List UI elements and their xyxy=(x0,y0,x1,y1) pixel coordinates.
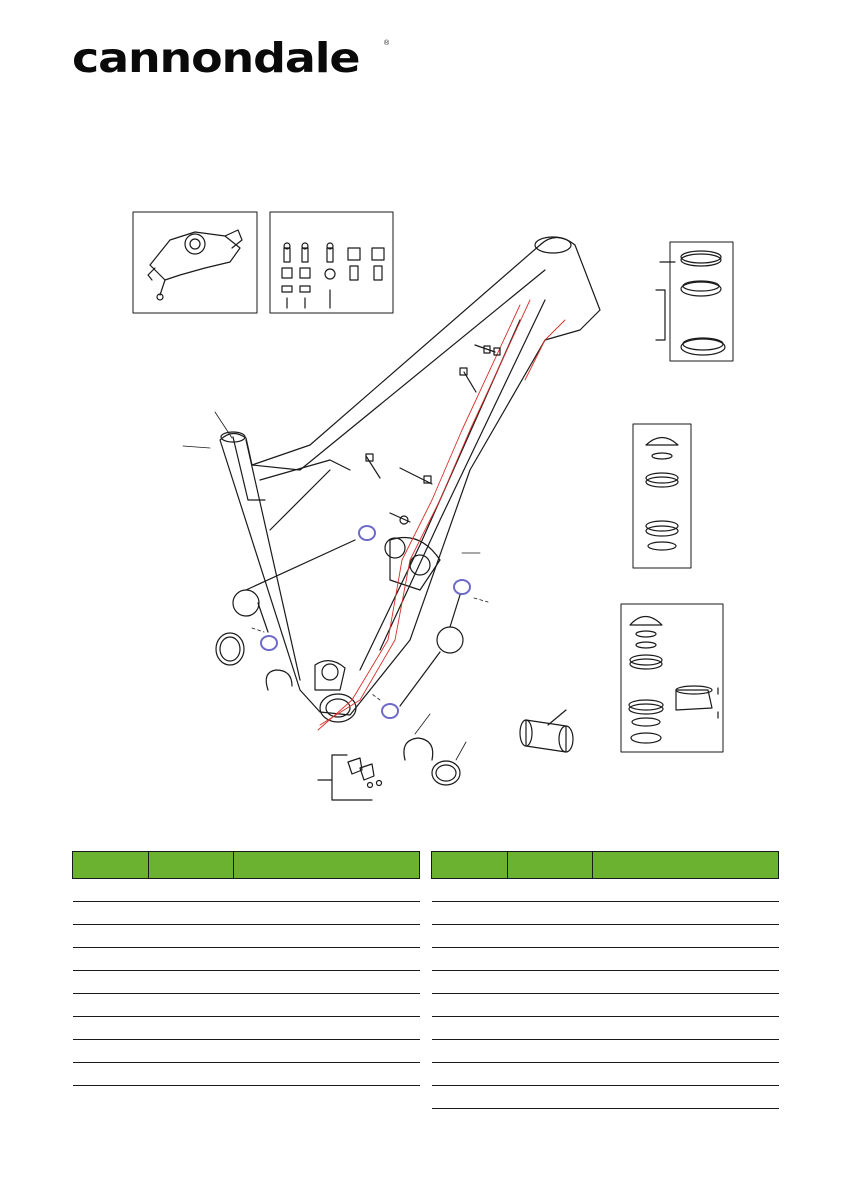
parts-table-left xyxy=(72,851,420,1086)
table-cell xyxy=(432,994,508,1017)
dropout-parts xyxy=(318,755,382,800)
table-cell xyxy=(508,925,593,948)
table-cell xyxy=(593,1086,779,1109)
table-cell xyxy=(149,902,234,925)
table-cell xyxy=(73,1063,149,1086)
table-cell xyxy=(432,902,508,925)
table-cell xyxy=(432,1040,508,1063)
registered-mark: ® xyxy=(384,40,390,47)
table-row xyxy=(73,1063,420,1086)
table-cell xyxy=(149,1017,234,1040)
table-cell xyxy=(73,1017,149,1040)
table-cell xyxy=(432,879,508,902)
table-row xyxy=(73,971,420,994)
table-cell xyxy=(508,1086,593,1109)
table-cell xyxy=(73,879,149,902)
cannondale-logo: cannondale xyxy=(72,34,360,82)
table-cell xyxy=(73,925,149,948)
table-cell xyxy=(73,971,149,994)
table-cell xyxy=(234,1040,420,1063)
table-cell xyxy=(73,994,149,1017)
inset-hanger-box xyxy=(133,212,257,313)
table-cell xyxy=(149,994,234,1017)
header-cell xyxy=(73,852,149,879)
table-cell xyxy=(593,902,779,925)
header-cell xyxy=(149,852,234,879)
table-cell xyxy=(234,948,420,971)
table-row xyxy=(432,948,779,971)
table-cell xyxy=(508,994,593,1017)
table-row xyxy=(432,1063,779,1086)
table-cell xyxy=(593,1063,779,1086)
table-cell xyxy=(432,925,508,948)
table-cell xyxy=(234,994,420,1017)
table-cell xyxy=(508,902,593,925)
inset-hardware-box xyxy=(270,212,393,313)
table-cell xyxy=(149,925,234,948)
table-row xyxy=(73,1040,420,1063)
table-cell xyxy=(593,1040,779,1063)
table-cell xyxy=(593,925,779,948)
table-row xyxy=(73,1017,420,1040)
frame-outline xyxy=(220,237,600,722)
header-cell xyxy=(432,852,508,879)
table-cell xyxy=(73,1040,149,1063)
table-cell xyxy=(593,879,779,902)
table-cell xyxy=(234,971,420,994)
parts-table-right xyxy=(431,851,779,1109)
table-row xyxy=(73,902,420,925)
table-row xyxy=(73,879,420,902)
table-row xyxy=(432,1086,779,1109)
table-cell xyxy=(73,948,149,971)
table-row xyxy=(432,902,779,925)
table-cell xyxy=(593,948,779,971)
header-cell xyxy=(234,852,420,879)
table-cell xyxy=(73,902,149,925)
table-cell xyxy=(432,948,508,971)
table-cell xyxy=(508,1017,593,1040)
table-header-row xyxy=(73,852,420,879)
table-cell xyxy=(593,994,779,1017)
table-cell xyxy=(234,925,420,948)
table-cell xyxy=(149,1063,234,1086)
table-cell xyxy=(149,971,234,994)
table-row xyxy=(432,879,779,902)
table-row xyxy=(432,925,779,948)
table-cell xyxy=(149,1040,234,1063)
table-cell xyxy=(432,1017,508,1040)
table-row xyxy=(432,994,779,1017)
table-cell xyxy=(593,971,779,994)
table-cell xyxy=(508,1063,593,1086)
table-cell xyxy=(432,971,508,994)
table-row xyxy=(73,925,420,948)
table-cell xyxy=(149,879,234,902)
table-cell xyxy=(234,879,420,902)
table-cell xyxy=(508,879,593,902)
table-header-row xyxy=(432,852,779,879)
table-row xyxy=(73,948,420,971)
table-row xyxy=(432,1040,779,1063)
table-cell xyxy=(234,1017,420,1040)
table-cell xyxy=(149,948,234,971)
inset-headset-box-3 xyxy=(621,604,723,752)
table-cell xyxy=(432,1063,508,1086)
table-cell xyxy=(508,1040,593,1063)
table-row xyxy=(432,971,779,994)
table-cell xyxy=(508,971,593,994)
table-row xyxy=(73,994,420,1017)
table-cell xyxy=(508,948,593,971)
header-cell xyxy=(593,852,779,879)
inset-headset-box-1 xyxy=(656,242,733,361)
table-cell xyxy=(432,1086,508,1109)
table-cell xyxy=(234,1063,420,1086)
table-row xyxy=(432,1017,779,1040)
inset-headset-box-2 xyxy=(633,424,691,568)
header-cell xyxy=(508,852,593,879)
table-cell xyxy=(593,1017,779,1040)
table-cell xyxy=(234,902,420,925)
